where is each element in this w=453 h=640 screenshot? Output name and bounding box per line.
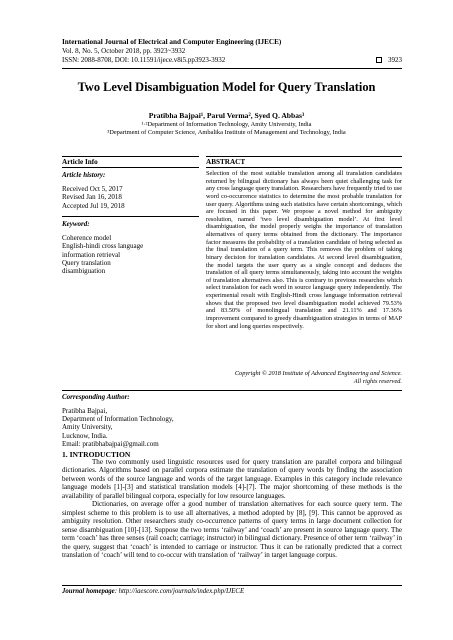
introduction-body	[62, 458, 402, 559]
copyright-line: Copyright © 2018 Institute of Advanced Engineering and Science.	[234, 370, 402, 377]
corresponding-heading: Corresponding Author:	[62, 393, 130, 401]
article-history-label: Article history:	[62, 171, 106, 179]
paper-title: Two Level Disambiguation Model for Query Translation	[77, 80, 376, 94]
author-department: Department of Information Technology,	[62, 415, 174, 424]
keyword-item: Coherence model	[62, 234, 112, 242]
affiliation-2: ³Department of Computer Science, Ambalika Institute of Management and Technology, India	[107, 129, 346, 136]
keyword-item: Query translation	[62, 258, 111, 267]
paragraph: The two commonly used linguistic resources used for query translation are parallel corpora and bilingual dictionaries. Algorithms based on parallel corpora estimate the translation of query words by finding the association between words of the source language and words of the target language. Examples in this category include relevance language models [1]-[3] and statistical translation models [4]-[7]. The major shortcoming of these methods is the availability of parallel bilingual corpora, especially for low resource languages.	[62, 458, 402, 500]
rights-line: All rights reserved.	[353, 378, 402, 385]
corresponding-rule-top	[62, 390, 402, 391]
article-info-rule-top	[62, 156, 199, 157]
issn-doi: ISSN: 2088-8708, DOI: 10.11591/ijece.v8i5.pp3923-3932	[62, 55, 226, 64]
abstract-text: Selection of the most suitable translation among all translation candidates returned by bilingual dictionary has always been quiet challenging task for any cross language query translation. Researchers have frequently tried to use word co-occurrence statistics to determine the most probable translation for user query. Algorithms using such statistics have certain shortcomings, which are focused in this paper. We propose a novel method for ambiguity resolution, named ‘two level disambiguation model’. At first level disambiguation, the model properly weighs the importance of translation alternatives of query terms obtained from the dictionary. The importance factor measures the probability of a translation candidate of being selected as the final translation of a query term. This removes the problem of taking binary decision for translation candidates. At second level disambiguation, the model targets the user query as a single concept and deduces the translation of all query terms simultaneously, taking into account the weights of translation alternatives also. This is contrary to previous researches which select translation for each word in source language query independently. The experimental result with English-Hindi cross language information retrieval shows that the proposed two level disambiguation model achieved 79.53% and 83.50% of monolingual translation and 21.11% and 17.36% improvement compared to greedy disambiguation strategies in terms of MAP for short and long queries respectively.	[206, 170, 403, 330]
history-accepted: Accepted Jul 19, 2018	[62, 201, 125, 210]
footer-divider	[62, 585, 402, 586]
keyword-item: disambiguation	[62, 267, 106, 276]
abstract-heading: ABSTRACT	[206, 158, 246, 166]
header-divider	[62, 68, 402, 69]
section-heading-introduction: 1. INTRODUCTION	[62, 450, 131, 459]
homepage-label: Journal homepage	[62, 588, 115, 595]
keyword-list	[62, 234, 143, 275]
journal-name: International Journal of Electrical and Computer Engineering (IJECE)	[62, 38, 282, 46]
keyword-rule	[62, 216, 199, 217]
page-number: 3923	[388, 55, 402, 64]
journal-header	[62, 38, 402, 64]
keyword-item: information retrieval	[62, 250, 121, 259]
article-history	[62, 185, 125, 210]
keyword-item: English-hindi cross language	[62, 242, 144, 251]
author-city: Lucknow, India.	[62, 431, 108, 440]
homepage-url[interactable]: : http://iaescore.com/journals/index.php/IJECE	[114, 588, 245, 595]
abstract-rule	[206, 167, 402, 168]
history-revised: Revised Jan 16, 2018	[62, 193, 122, 202]
author-list: Pratibha Bajpai¹, Parul Verma², Syed Q. Abbas³	[148, 111, 305, 120]
affiliation-1: ¹·²Department of Information Technology, Amity University, India	[141, 121, 312, 128]
square-box-icon	[376, 57, 382, 63]
volume-info: Vol. 8, No. 5, October 2018, pp. 3923~3932	[62, 47, 186, 55]
corresponding-details	[62, 407, 174, 448]
article-info-rule	[62, 167, 199, 168]
article-info-heading: Article Info	[62, 158, 98, 166]
author-university: Amity University,	[62, 423, 113, 432]
keyword-label: Keyword:	[62, 220, 90, 228]
abstract-rule-top	[206, 156, 402, 157]
copyright-notice	[206, 370, 402, 386]
author-email: Email: pratibhabajpai@gmail.com	[62, 439, 159, 448]
author-name: Pratibha Bajpai,	[62, 407, 108, 415]
journal-homepage	[62, 588, 244, 595]
paragraph: Dictionaries, on average offer a good number of translation alternatives for each source query term. The simplest scheme to this problem is to use all alternatives, a method adopted by [8], [9]. This cannot be approved as ambiguity resolution. Other researchers study co-occurrence patterns of query terms in large document collection for sense disambiguation [10]-[13]. Suppose the two terms ‘railway’ and ‘coach’ are present in source language query. The term ‘coach’ has three senses (rail coach; carriage; instructor) in bilingual dictionary. Presence of other term ‘railway’ in the query, suggest that ‘coach’ is intended to carriage or instructor. Thus it can be rationally predicted that a correct translation of ‘coach’ will tend to co-occur with translation of ‘railway’ in target language corpus.	[62, 500, 402, 559]
history-received: Received Oct 5, 2017	[62, 185, 123, 193]
